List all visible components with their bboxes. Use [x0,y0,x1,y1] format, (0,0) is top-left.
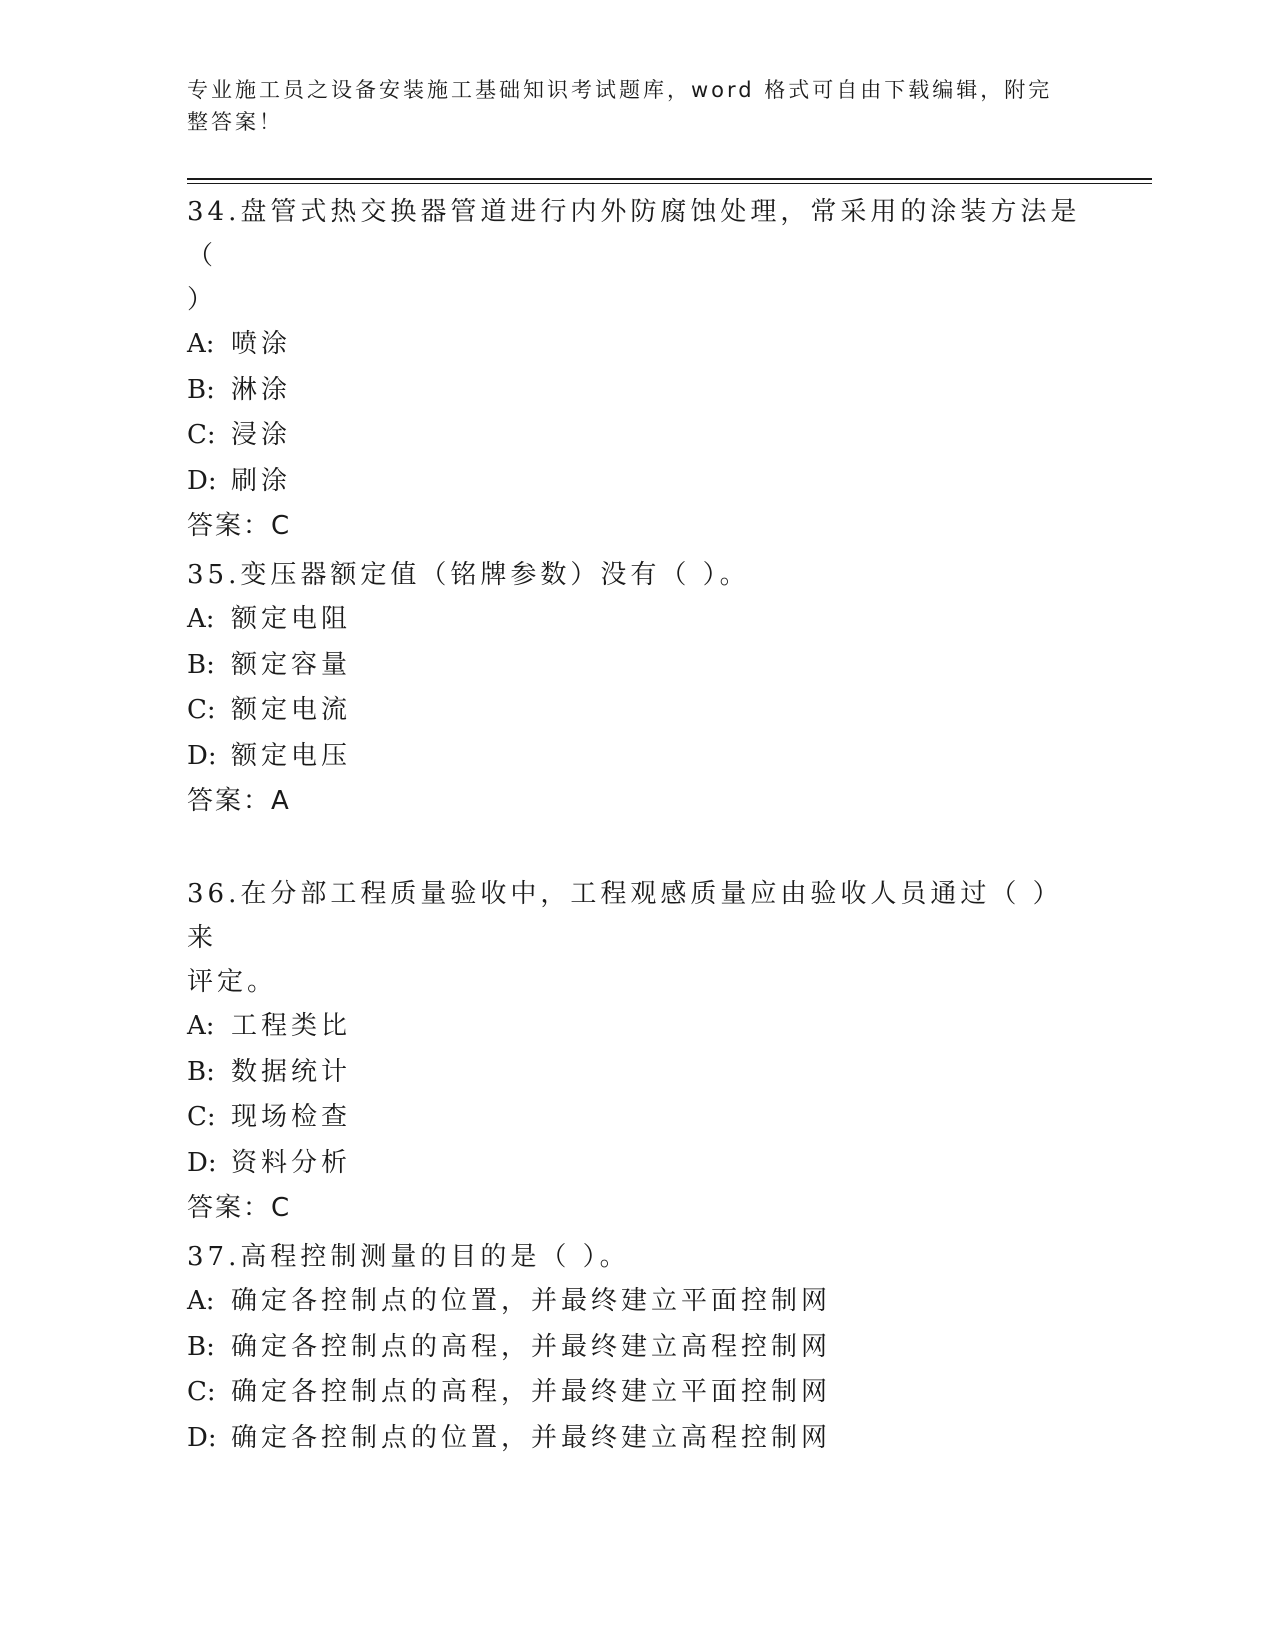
question-stem [187,1235,1087,1279]
option-label: B: [187,1331,215,1362]
option-text: 确定各控制点的高程，并最终建立高程控制网 [231,1331,832,1362]
option-label: A: [187,604,215,634]
question-34 [187,190,1087,550]
stem-line-1: 34.盘管式热交换器管道进行内外防腐蚀处理，常采用的涂装方法是（ [187,197,1081,271]
header-line-1: 专业施工员之设备安装施工基础知识考试题库，word 格式可自由下载编辑，附完 [187,78,1053,102]
option-text: 确定各控制点的位置，并最终建立平面控制网 [231,1286,832,1316]
option-text: 淋涂 [231,374,292,405]
document-header [187,74,1067,138]
option-c [187,1370,1087,1416]
header-line-2: 整答案！ [187,110,283,134]
option-label: C: [187,1377,216,1407]
stem-line-2: 评定。 [187,967,278,997]
option-b [187,643,1087,689]
option-label: D: [187,1147,217,1178]
question-stem [187,872,1087,1004]
header-divider-thick [187,178,1152,180]
option-label: D: [187,740,217,771]
answer: 答案：C [187,1193,292,1223]
option-d [187,734,1087,780]
option-text: 刷涂 [231,465,292,496]
option-c [187,688,1087,734]
option-a [187,1004,1087,1050]
option-text: 资料分析 [231,1147,352,1178]
option-text: 工程类比 [231,1011,352,1041]
option-text: 额定容量 [231,649,352,680]
option-text: 确定各控制点的位置，并最终建立高程控制网 [231,1422,832,1453]
option-label: A: [187,1011,215,1041]
option-label: B: [187,649,215,680]
option-text: 数据统计 [231,1056,352,1087]
option-a [187,1279,1087,1325]
question-35 [187,553,1087,825]
option-a [187,597,1087,643]
option-text: 额定电压 [231,740,352,771]
option-d [187,459,1087,505]
question-stem [187,553,1087,597]
option-d [187,1141,1087,1187]
header-divider-thin [187,183,1152,184]
option-c [187,1095,1087,1141]
option-text: 现场检查 [231,1102,352,1132]
option-label: C: [187,420,216,450]
option-b [187,368,1087,414]
option-label: D: [187,1422,217,1453]
stem-line-1: 36.在分部工程质量验收中，工程观感质量应由验收人员通过（ ）来 [187,879,1063,953]
option-b [187,1050,1087,1096]
option-text: 喷涂 [231,329,292,359]
option-label: A: [187,1286,215,1316]
option-d [187,1416,1087,1462]
option-label: C: [187,1102,216,1132]
option-b [187,1325,1087,1371]
question-stem [187,190,1087,322]
answer: 答案：A [187,786,291,816]
option-label: A: [187,329,215,359]
answer: 答案：C [187,511,292,541]
question-37 [187,1235,1087,1461]
stem-line-1: 37.高程控制测量的目的是（ ）。 [187,1242,630,1272]
option-text: 额定电流 [231,695,352,725]
option-label: B: [187,1056,215,1087]
option-c [187,413,1087,459]
question-36 [187,872,1087,1232]
stem-line-1: 35.变压器额定值（铭牌参数）没有（ ）。 [187,560,750,590]
option-text: 额定电阻 [231,604,352,634]
option-label: B: [187,374,215,405]
option-a [187,322,1087,368]
stem-line-2: ） [187,285,218,315]
option-text: 确定各控制点的高程，并最终建立平面控制网 [231,1377,832,1407]
option-text: 浸涂 [231,420,292,450]
option-label: C: [187,695,216,725]
option-label: D: [187,465,217,496]
